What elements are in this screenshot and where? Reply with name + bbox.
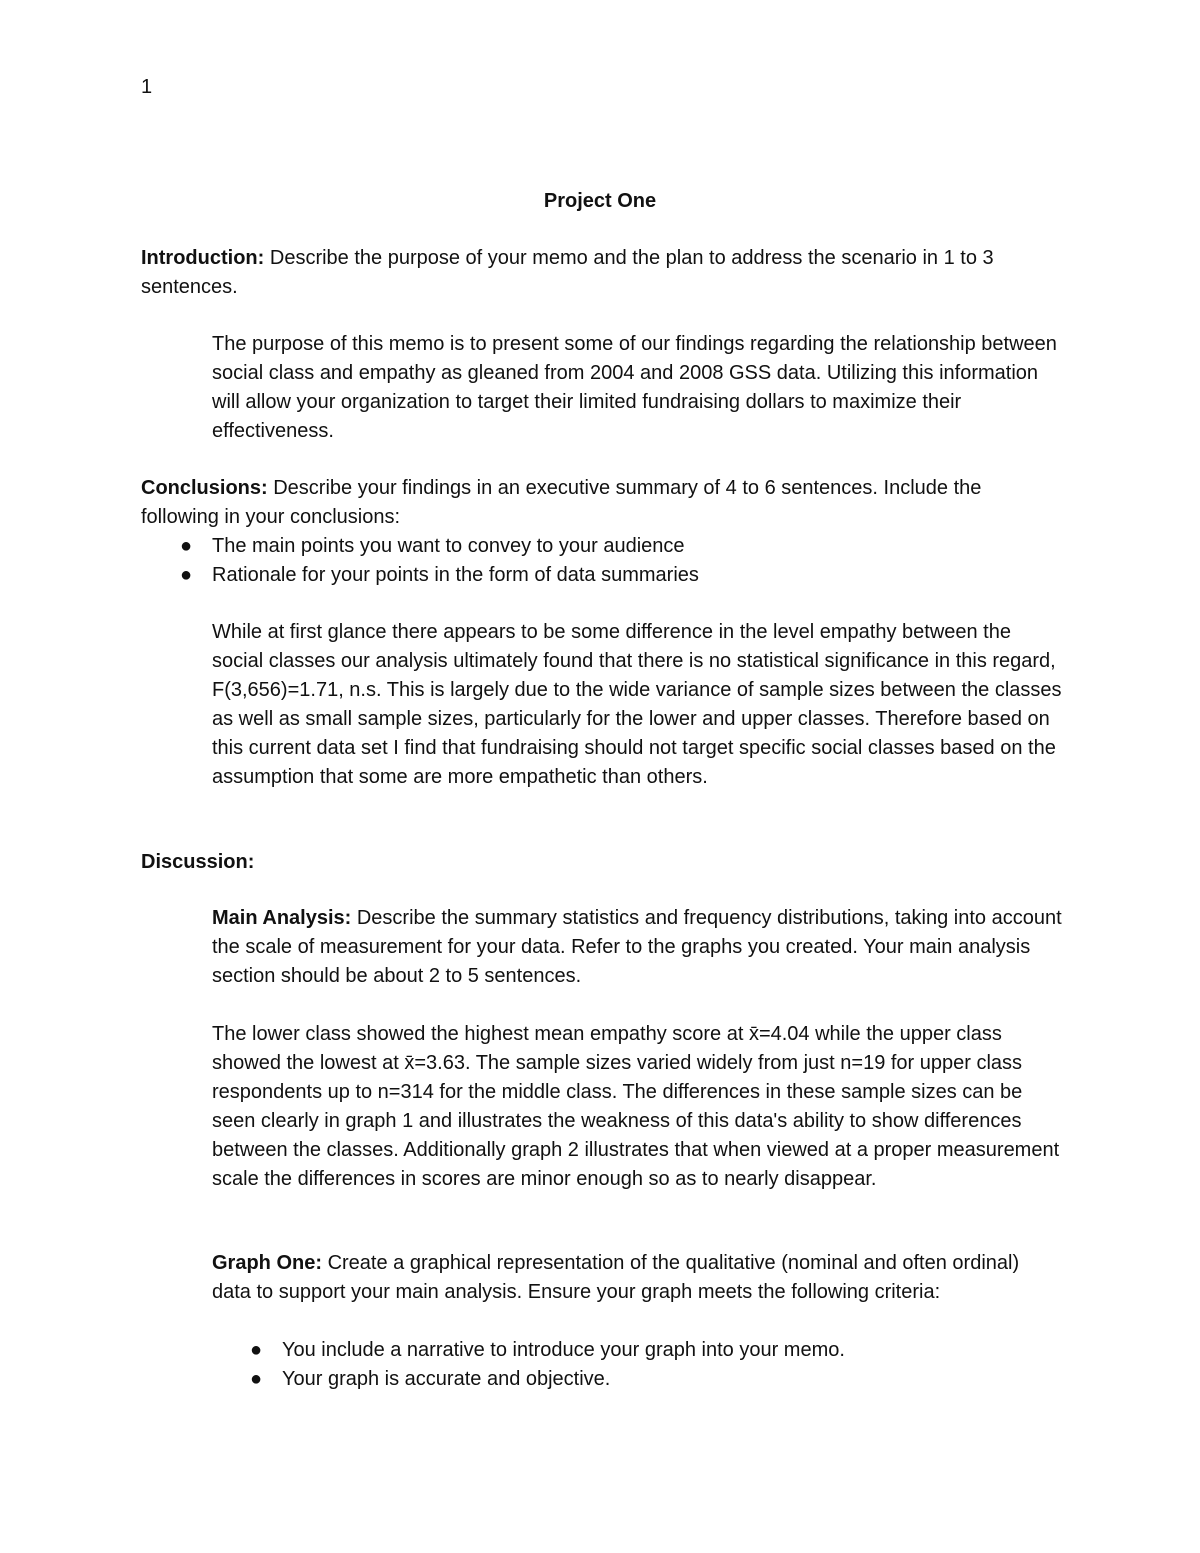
page-number: 1 [141, 76, 153, 98]
introduction-label: Introduction: [141, 247, 265, 269]
introduction-response: The purpose of this memo is to present some of our findings regarding the relationship between social class and empathy as gleaned from 2004 and 2008 GSS data. Utilizing this information will allow your organization to target their limited fundraising dollars to maximize their effectiveness. [212, 333, 1057, 442]
discussion-heading [141, 848, 1061, 877]
graph-one-bullet-2: Your graph is accurate and objective. [282, 1368, 611, 1390]
conclusions-prompt [141, 474, 1061, 532]
conclusions-prompt-text: Describe your findings in an executive summary of 4 to 6 sentences. Include the following in your conclusions: [141, 477, 982, 528]
bullet-icon: ● [179, 564, 193, 586]
list-item [179, 561, 1062, 590]
conclusions-bullet-list [179, 532, 1062, 590]
document-title: Project One [543, 190, 657, 212]
graph-one-label: Graph One: [212, 1252, 323, 1274]
conclusions-bullet-2: Rationale for your points in the form of data summaries [212, 564, 699, 586]
conclusions-label: Conclusions: [141, 477, 268, 499]
main-analysis-prompt [212, 904, 1062, 991]
main-analysis-prompt-text: Describe the summary statistics and frequency distributions, taking into account the scale of measurement for your data. Refer to the graphs you created. Your main analysis section should be about 2 to 5 sentences. [212, 907, 1062, 987]
graph-one-prompt [212, 1249, 1062, 1307]
introduction-prompt [141, 244, 1061, 302]
list-item [249, 1336, 1062, 1365]
bullet-icon: ● [179, 535, 193, 557]
discussion-label: Discussion: [141, 851, 255, 873]
introduction-prompt-text: Describe the purpose of your memo and the plan to address the scenario in 1 to 3 sentences. [141, 247, 994, 298]
bullet-icon: ● [249, 1339, 263, 1361]
main-analysis-response: The lower class showed the highest mean empathy score at x̄=4.04 while the upper class showed the lowest at x̄=3.63. The sample sizes varied widely from just n=19 for upper class respondents up to n=314 for the middle class. The differences in these sample sizes can be seen clearly in graph 1 and illustrates the weakness of this data's ability to show differences between the classes. Additionally graph 2 illustrates that when viewed at a proper measurement scale the differences in scores are minor enough so as to nearly disappear. [212, 1023, 1060, 1190]
conclusions-response: While at first glance there appears to be some difference in the level empathy between the social classes our analysis ultimately found that there is no statistical significance in this regard, F(3,656)=1.71, n.s. This is largely due to the wide variance of sample sizes between the classes as well as small sample sizes, particularly for the lower and upper classes. Therefore based on this current data set I find that fundraising should not target specific social classes based on the assumption that some are more empathetic than others. [212, 621, 1062, 788]
graph-one-prompt-text: Create a graphical representation of the qualitative (nominal and often ordinal) data to support your main analysis. Ensure your graph meets the following criteria: [212, 1252, 1020, 1303]
list-item [249, 1365, 1062, 1394]
conclusions-bullet-1: The main points you want to convey to your audience [212, 535, 685, 557]
graph-one-bullet-list [249, 1336, 1062, 1394]
graph-one-bullet-1: You include a narrative to introduce your graph into your memo. [282, 1339, 845, 1361]
main-analysis-label: Main Analysis: [212, 907, 352, 929]
list-item [179, 532, 1062, 561]
bullet-icon: ● [249, 1368, 263, 1390]
